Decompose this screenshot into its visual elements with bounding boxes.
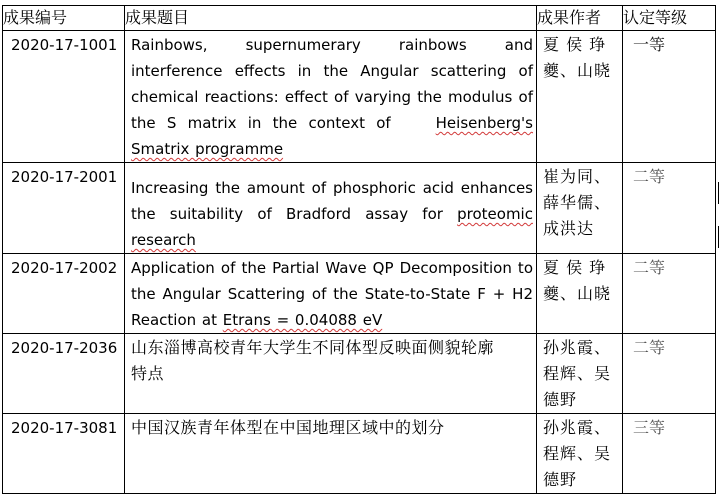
author-line: 薛华儒、	[543, 193, 612, 212]
header-row	[3, 6, 716, 31]
result-authors	[537, 31, 623, 163]
title-spellcheck-text: Heisenberg's Smatrix programme	[131, 114, 533, 158]
result-id: 2020-17-1001	[3, 31, 125, 163]
result-level: 一等	[623, 31, 716, 163]
table-row	[3, 163, 716, 254]
author-line: 孙兆霞、	[543, 418, 612, 437]
result-title	[125, 163, 537, 254]
title-line: Reaction at	[131, 311, 217, 329]
author-line: 夏 侯 琤	[543, 35, 607, 54]
title-spellcheck-text: Etrans = 0.04088 eV	[222, 311, 383, 329]
author-line: 崔为同、	[543, 167, 612, 186]
result-level: 二等	[623, 163, 716, 254]
title-line: the suitability of Bradford assay for	[131, 205, 443, 223]
result-level: 三等	[623, 414, 716, 494]
result-id: 2020-17-2036	[3, 334, 125, 414]
header-title: 成果题目	[125, 6, 537, 31]
table-row	[3, 31, 716, 163]
author-line: 夏 侯 琤	[543, 258, 607, 277]
author-line: 程辉、吴	[543, 364, 612, 383]
page-edge-mark	[718, 226, 719, 248]
title-line: context of	[308, 114, 391, 132]
title-line: the Angular Scattering of the State-to-State F + H2	[131, 285, 533, 303]
author-line: 成洪达	[543, 219, 595, 238]
result-id: 2020-17-2002	[3, 254, 125, 334]
result-level: 二等	[623, 254, 716, 334]
title-line: effects in the Angular scattering of chemical reactions:	[131, 62, 533, 106]
result-id: 2020-17-2001	[3, 163, 125, 254]
header-id: 成果编号	[3, 6, 125, 31]
header-authors: 成果作者	[537, 6, 623, 31]
author-line: 德野	[543, 390, 578, 409]
author-line: 孙兆霞、	[543, 338, 612, 357]
result-authors	[537, 334, 623, 414]
table-row	[3, 334, 716, 414]
author-line: 德野	[543, 470, 578, 489]
title-line: 山东淄博高校青年大学生不同体型反映面侧貌轮廓	[131, 338, 495, 357]
title-line: Application of the Partial Wave QP Decomposition to	[131, 259, 533, 277]
result-title	[125, 334, 537, 414]
result-authors	[537, 163, 623, 254]
table-row	[3, 414, 716, 494]
title-line: Increasing the amount of phosphoric acid enhances	[131, 179, 533, 197]
author-line: 程辉、吴	[543, 444, 612, 463]
result-title	[125, 414, 537, 494]
title-line: 特点	[131, 364, 165, 383]
title-line: effect of varying the modulus of the S matrix in the	[131, 88, 533, 132]
result-authors	[537, 254, 623, 334]
result-title	[125, 31, 537, 163]
results-table	[2, 5, 716, 494]
result-title	[125, 254, 537, 334]
result-id: 2020-17-3081	[3, 414, 125, 494]
result-level: 二等	[623, 334, 716, 414]
page-edge-mark	[718, 182, 719, 204]
result-authors	[537, 414, 623, 494]
title-line: 中国汉族青年体型在中国地理区域中的划分	[131, 418, 445, 437]
author-line: 夔、山晓	[543, 61, 612, 80]
header-level: 认定等级	[623, 6, 716, 31]
title-line: Rainbows, supernumerary rainbows and interference	[131, 36, 533, 80]
title-spellcheck-text: proteomic research	[131, 205, 533, 249]
author-line: 夔、山晓	[543, 284, 612, 303]
table-row	[3, 254, 716, 334]
